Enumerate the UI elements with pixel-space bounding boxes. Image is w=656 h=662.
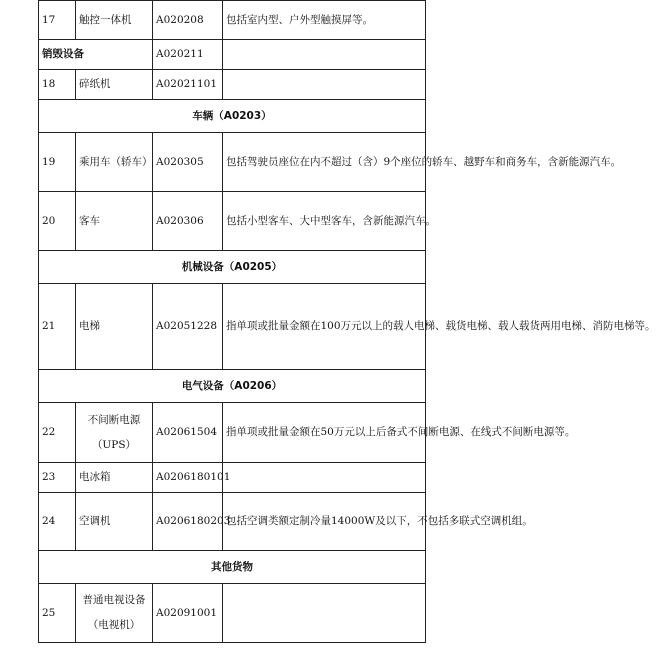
section-row	[39, 370, 426, 403]
item-code: A02021101	[153, 70, 223, 100]
table-row	[39, 192, 426, 251]
item-description: 指单项或批量金额在100万元以上的载人电梯、载货电梯、载人载货两用电梯、消防电梯等。	[223, 284, 426, 370]
section-heading: 电气设备（A0206）	[39, 370, 426, 403]
item-name: 触控一体机	[76, 1, 153, 40]
item-description	[223, 463, 426, 493]
item-description	[223, 40, 426, 70]
item-name: 电冰箱	[76, 463, 153, 493]
section-heading: 其他货物	[39, 551, 426, 584]
table-row	[39, 463, 426, 493]
row-number: 25	[39, 584, 76, 643]
table-row	[39, 493, 426, 551]
table-row	[39, 403, 426, 463]
item-name: 乘用车（轿车）	[76, 133, 153, 192]
row-number: 20	[39, 192, 76, 251]
row-number: 18	[39, 70, 76, 100]
table-row	[39, 70, 426, 100]
table-row	[39, 584, 426, 643]
section-heading: 车辆（A0203）	[39, 100, 426, 133]
item-code: A020208	[153, 1, 223, 40]
row-number: 24	[39, 493, 76, 551]
item-description	[223, 584, 426, 643]
item-name: 空调机	[76, 493, 153, 551]
item-description: 指单项或批量金额在50万元以上后备式不间断电源、在线式不间断电源等。	[223, 403, 426, 463]
item-description: 包括驾驶员座位在内不超过（含）9个座位的轿车、越野车和商务车，含新能源汽车。	[223, 133, 426, 192]
section-row	[39, 551, 426, 584]
item-description: 包括空调类额定制冷量14000W及以下，不包括多联式空调机组。	[223, 493, 426, 551]
item-description	[223, 70, 426, 100]
item-name: 电梯	[76, 284, 153, 370]
item-name: 客车	[76, 192, 153, 251]
item-code: A020306	[153, 192, 223, 251]
item-code: A0206180101	[153, 463, 223, 493]
item-code: A0206180203	[153, 493, 223, 551]
item-code: A02051228	[153, 284, 223, 370]
row-number: 19	[39, 133, 76, 192]
item-name: 碎纸机	[76, 70, 153, 100]
section-row	[39, 100, 426, 133]
item-code: A02091001	[153, 584, 223, 643]
table-row	[39, 40, 426, 70]
item-name: 普通电视设备（电视机）	[76, 584, 153, 643]
item-description: 包括小型客车、大中型客车，含新能源汽车。	[223, 192, 426, 251]
category-code: A020211	[153, 40, 223, 70]
item-code: A020305	[153, 133, 223, 192]
procurement-catalog-table	[38, 0, 656, 643]
category-name: 销毁设备	[39, 40, 153, 70]
row-number: 21	[39, 284, 76, 370]
item-code: A02061504	[153, 403, 223, 463]
section-row	[39, 251, 426, 284]
table-row	[39, 1, 426, 40]
item-description: 包括室内型、户外型触摸屏等。	[223, 1, 426, 40]
item-name: 不间断电源（UPS）	[76, 403, 153, 463]
row-number: 22	[39, 403, 76, 463]
table-row	[39, 284, 426, 370]
table-row	[39, 133, 426, 192]
row-number: 17	[39, 1, 76, 40]
section-heading: 机械设备（A0205）	[39, 251, 426, 284]
row-number: 23	[39, 463, 76, 493]
